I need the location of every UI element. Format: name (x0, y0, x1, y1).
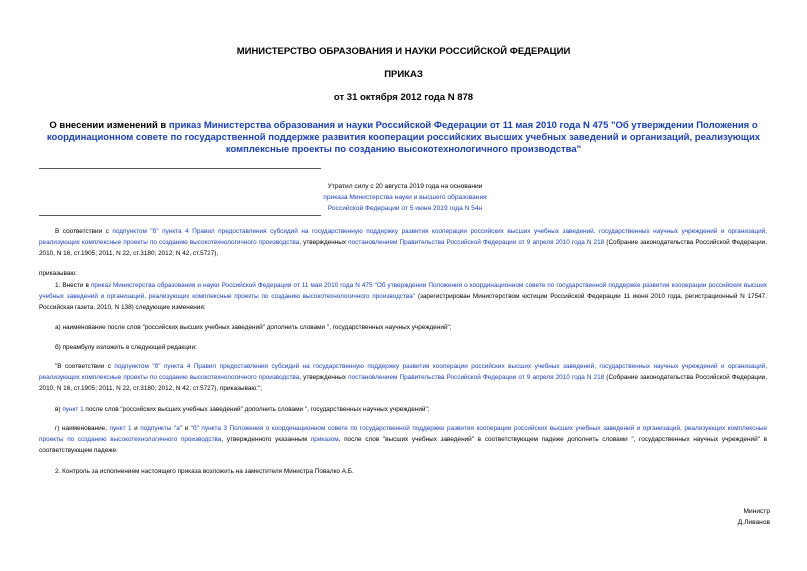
order-link[interactable]: приказом (310, 436, 339, 444)
paragraph-item-b: б) преамбулу изложить в следующей редакции: (55, 344, 197, 351)
point-1-link[interactable]: пункт 1 (62, 406, 84, 413)
doc-subject (30, 120, 777, 156)
text: после слов "российских высших учебных заведений" дополнить словами ", государственных научных учреждений"; (83, 406, 430, 413)
subject-text: О внесении изменений в (49, 120, 169, 131)
ministry-title: МИНИСТЕРСТВО ОБРАЗОВАНИЯ И НАУКИ РОССИЙСКОЙ ФЕДЕРАЦИИ (236, 46, 571, 57)
order-475-link[interactable]: приказ Министерства образования и науки Российской Федерации от 11 мая 2010 года N 475 "Об утверждении Положения о координационном совете по государственной поддержке развития кооперации российских высших учебных заведений и организаций, реализующих комплексные проекты по созданию высокотехнологичного производства" (39, 282, 768, 301)
subpoints-a-link[interactable]: подпункты "а" (140, 425, 183, 432)
text: , утвержденного указанным (221, 436, 311, 444)
text: в) (55, 406, 63, 413)
doc-date-number: от 31 октября 2012 года N 878 (333, 92, 474, 103)
paragraph-item-1 (39, 280, 767, 314)
paragraph-item-g (39, 423, 767, 457)
text: 1. Внести в (55, 282, 91, 289)
text: (Собрание законодательства Российской Федерации, 2010, N 16, ст.1905; 2011, N 22, ст.3180; 2012, N 42, ст.5727), (39, 239, 767, 258)
subpoint-b-regulation-link[interactable]: "б" пункта 3 Положения о координационном совете по государственной поддержке развития кооперации российских высших учебных заведений и организаций, реализующих комплексные проекты по созданию высокотехнологичного производства (39, 425, 767, 444)
rules-subparagraph-link[interactable]: подпунктом "б" пункта 4 Правил предоставления субсидий на государственную поддержку развития кооперации российских высших учебных заведений, государственных научных учреждений и организаций, реализующих комплексные проекты по созданию высокотехнологичного производства (39, 363, 767, 382)
text: В соответствии с (55, 228, 113, 235)
government-decree-link[interactable]: постановлением Правительства Российской Федерации от 9 апреля 2010 года N 218 (348, 374, 605, 382)
signature-position: Министр (743, 508, 770, 515)
text: (зарегистрирован Министерством юстиции Российской Федерации 11 июня 2010 года, регистрационный N 17547. Российская газета, 2010, N 138) следующие изменения: (39, 293, 768, 312)
paragraph-item-v (39, 404, 767, 415)
point-1-link[interactable]: пункт 1 (109, 425, 132, 432)
subject-order-link[interactable]: приказ Министерства образования и науки Российской Федерации от 11 мая 2010 года N 475 "Об утверждении Положения о координационном совете по государственной поддержке развития кооперации российских высших учебных заведений и организаций, реализующих комплексные проекты по созданию высокотехнологичного производства" (46, 120, 761, 155)
repeal-note-link-2[interactable]: Российской Федерации от 5 июня 2019 года N 54н (327, 205, 483, 212)
text: и (131, 425, 141, 432)
paragraph-preamble (39, 226, 767, 260)
note-top-rule (39, 168, 321, 169)
text: (Собрание законодательства Российской Федерации, 2010, N 16, ст.1905; 2011, N 22, ст.3180; 2012, N 42, ст.5727), приказываю:"; (39, 374, 767, 393)
text: , утвержденных (299, 239, 349, 247)
signature-name: Д.Ливанов (737, 519, 770, 526)
government-decree-link[interactable]: постановлением Правительства Российской Федерации от 9 апреля 2010 года N 218 (348, 239, 605, 247)
text: "В соответствии с (55, 363, 115, 370)
text: г) наименование, (55, 425, 110, 432)
repeal-note (305, 181, 505, 214)
text: и (182, 425, 191, 432)
paragraph-item-a: а) наименование после слов "российских высших учебных заведений" дополнить словами ", государственных научных учреждений"; (55, 324, 452, 331)
text: , после слов "высших учебных заведений" в соответствующем падеже дополнить словами ", государственных научных учреждений" в соответствующем падеже. (39, 436, 767, 455)
rules-subparagraph-link[interactable]: подпунктом "б" пункта 4 Правил предоставления субсидий на государственную поддержку развития кооперации российских высших учебных заведений, государственных научных учреждений и организаций, реализующих комплексные проекты по созданию высокотехнологичного производства (39, 228, 768, 247)
note-bottom-rule (39, 215, 321, 216)
repeal-note-link[interactable]: приказа Министерства науки и высшего образования (323, 194, 487, 201)
doc-type-title: ПРИКАЗ (384, 69, 423, 80)
text: , утвержденных (299, 374, 349, 382)
paragraph-item-2: 2. Контроль за исполнением настоящего приказа возложить на заместителя Министра Повалко А.Б. (55, 468, 354, 475)
repeal-note-line1: Утратил силу с 20 августа 2019 года на основании (327, 183, 483, 190)
paragraph-order: приказываю: (39, 270, 77, 277)
paragraph-new-preamble (39, 361, 767, 395)
